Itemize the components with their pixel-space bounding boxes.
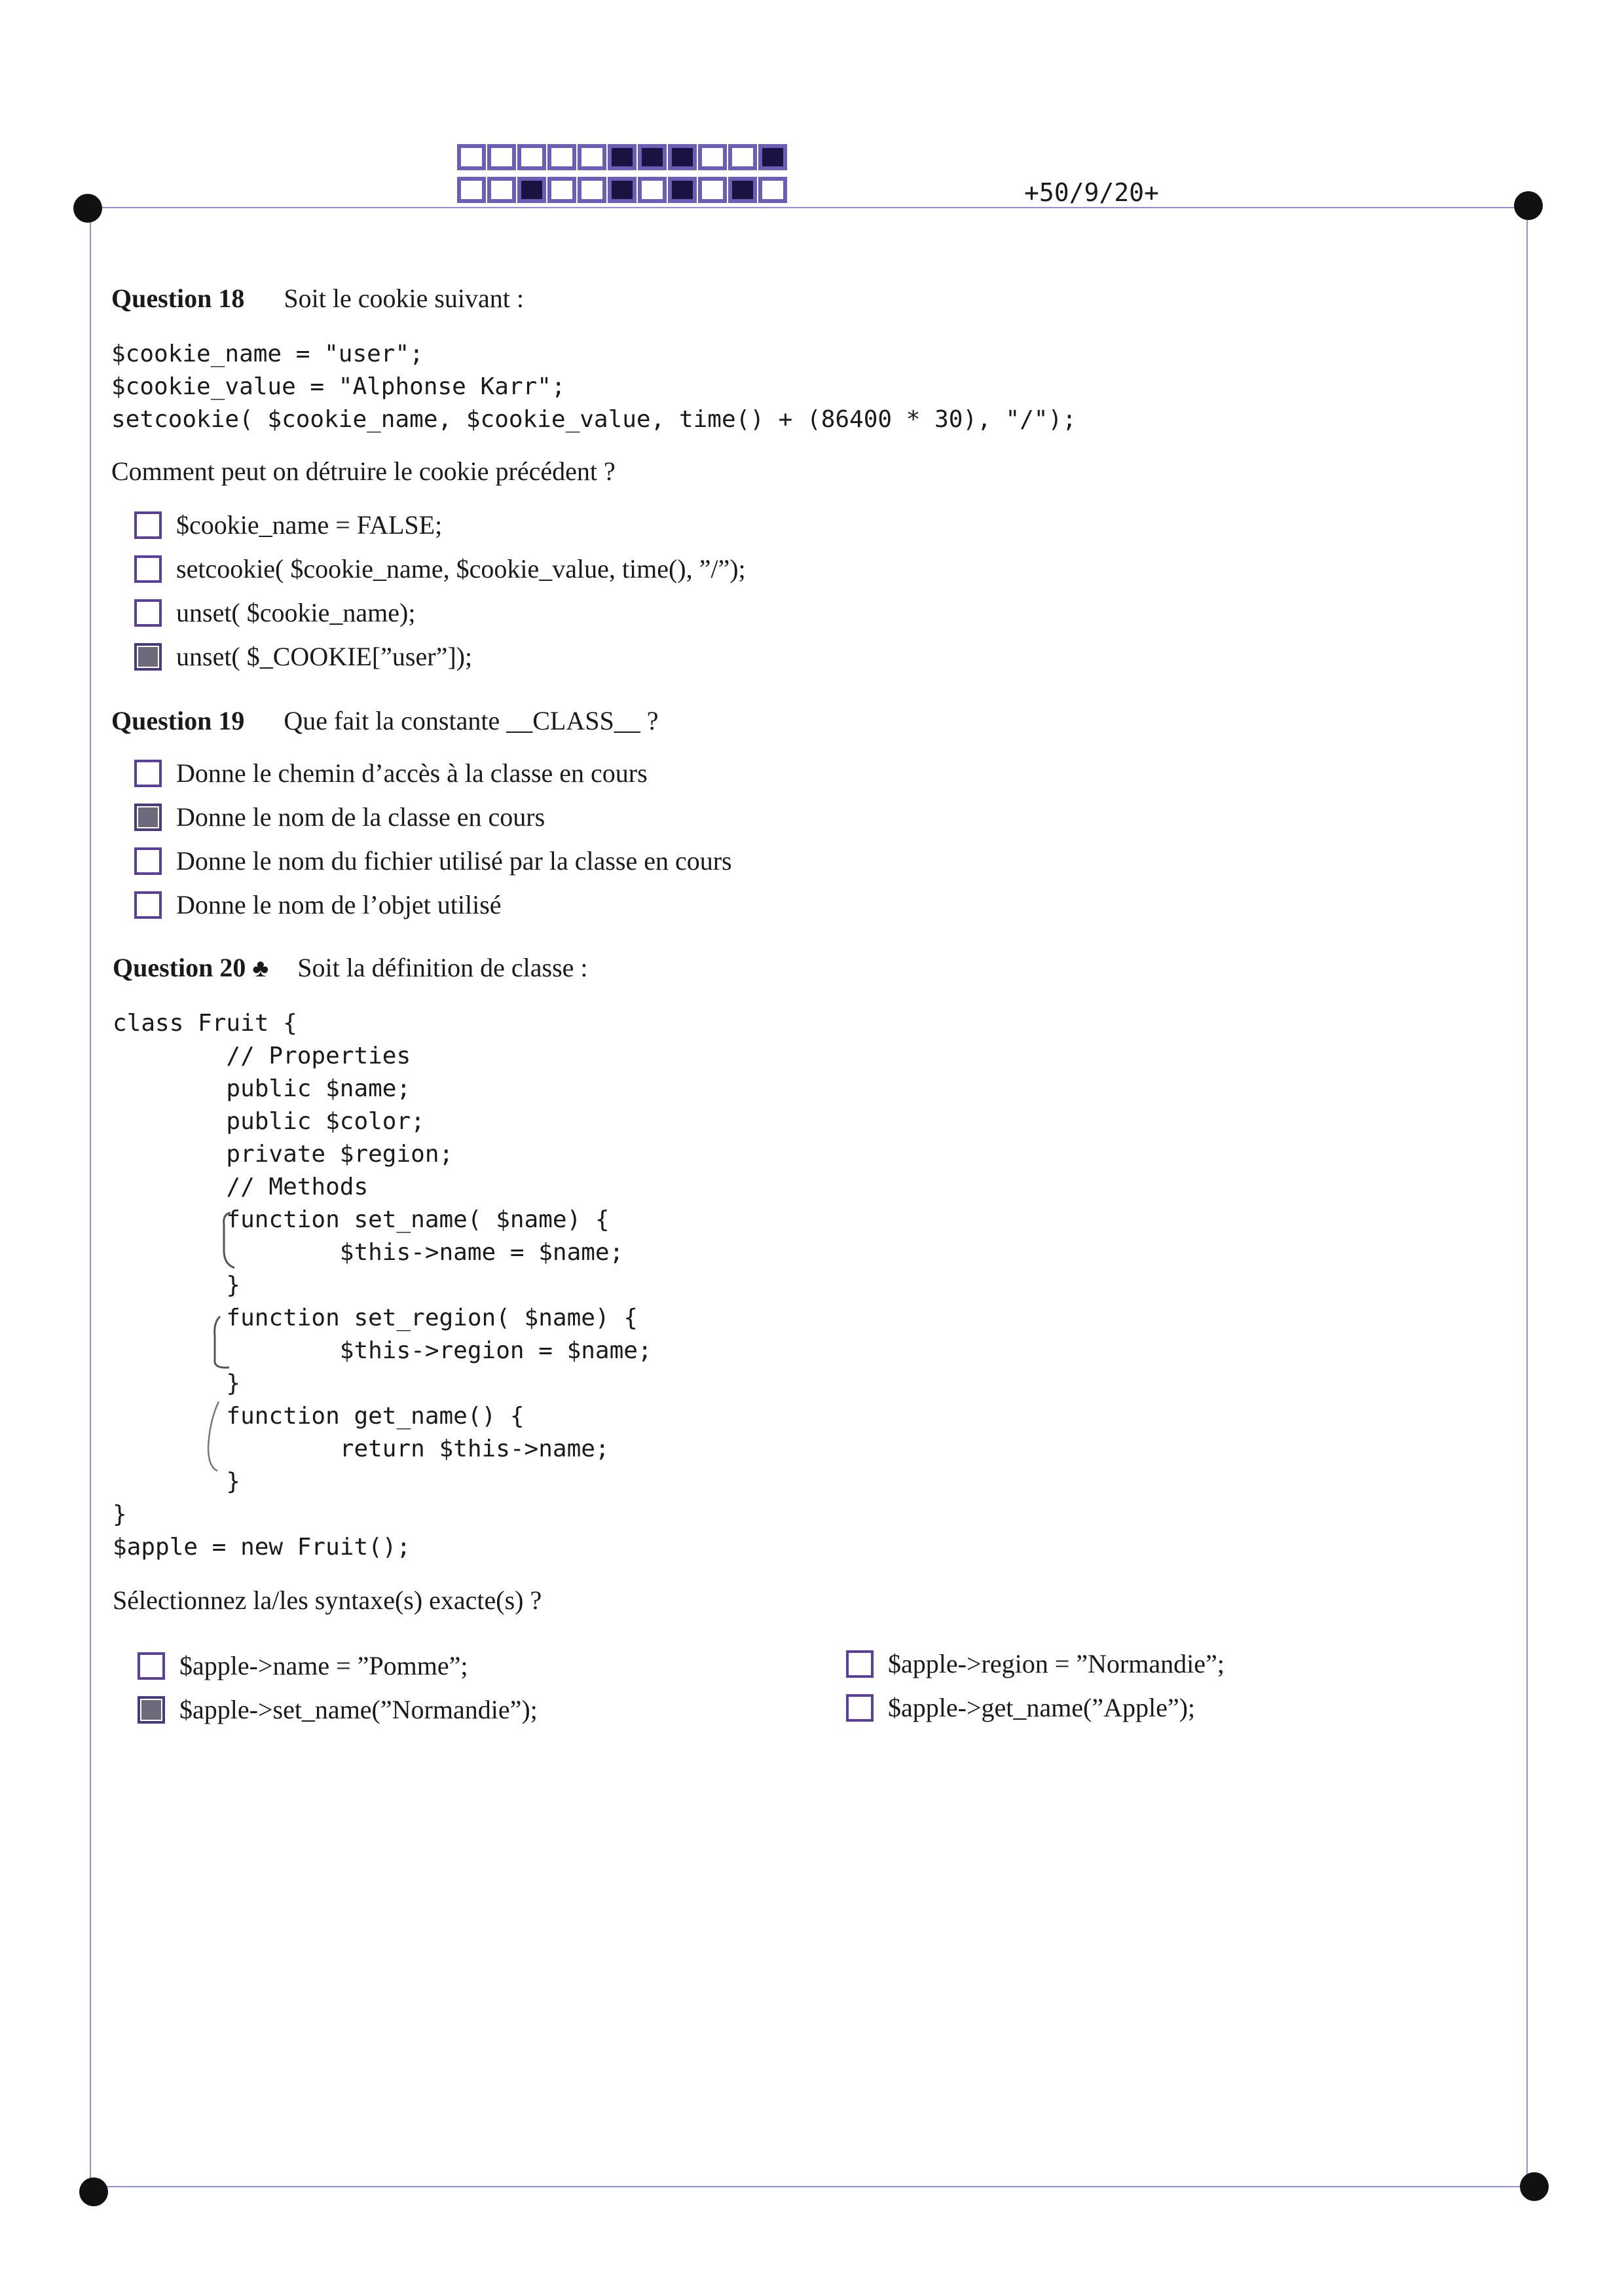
choice-label: Donne le nom de l’objet utilisé [176, 890, 502, 919]
q20-text: Soit la définition de classe : [297, 953, 588, 982]
q20-choice-4[interactable] [846, 1692, 1195, 1723]
checkbox[interactable] [134, 847, 162, 875]
checkbox[interactable] [134, 511, 162, 539]
barcode-cell-empty [549, 145, 575, 169]
barcode-cell-empty [579, 178, 605, 202]
checkbox-checked[interactable] [138, 1696, 165, 1724]
barcode-cell-filled [639, 145, 665, 169]
page-id: +50/9/20+ [1024, 178, 1159, 207]
barcode-row-1 [458, 145, 790, 169]
choice-label: $apple->name = ”Pomme”; [179, 1651, 468, 1680]
corner-mark-bottom-left [79, 2177, 108, 2206]
q19-title: Question 19 [111, 706, 245, 735]
choice-label: $apple->set_name(”Normandie”); [179, 1695, 538, 1724]
q19-choice-2[interactable] [134, 802, 545, 832]
club-icon: ♣ [252, 955, 269, 982]
checkbox[interactable] [134, 555, 162, 583]
checkbox[interactable] [846, 1694, 874, 1722]
barcode-cell-filled [760, 145, 786, 169]
choice-label: Donne le nom du fichier utilisé par la classe en cours [176, 846, 732, 876]
q18-code: $cookie_name = "user"; $cookie_value = "Alphonse Karr"; setcookie( $cookie_name, $cookie_value, time() + (86400 * 30), "/"); [111, 341, 1077, 433]
barcode-cell-empty [699, 145, 726, 169]
q20-choice-3[interactable] [846, 1648, 1225, 1679]
choice-label: Donne le chemin d’accès à la classe en cours [176, 758, 648, 788]
checkbox-checked[interactable] [134, 643, 162, 671]
choice-label: $apple->region = ”Normandie”; [888, 1649, 1225, 1678]
barcode-cell-empty [729, 145, 756, 169]
q18-prompt: Comment peut on détruire le cookie précédent ? [111, 456, 616, 486]
q20-prompt: Sélectionnez la/les syntaxe(s) exacte(s) ? [113, 1585, 542, 1615]
choice-label: $apple->get_name(”Apple”); [888, 1693, 1196, 1722]
barcode-cell-filled [669, 178, 695, 202]
q20-choice-1[interactable] [138, 1650, 468, 1681]
q19-choice-3[interactable] [134, 845, 732, 876]
pencil-marks [183, 1205, 262, 1480]
corner-mark-bottom-right [1520, 2172, 1549, 2201]
checkbox[interactable] [846, 1650, 874, 1678]
q19-header [111, 705, 658, 736]
choice-label: unset( $cookie_name); [176, 598, 416, 627]
corner-mark-top-right [1514, 191, 1543, 220]
barcode-row-2 [458, 178, 790, 202]
barcode-cell-filled [669, 145, 695, 169]
q20-code: class Fruit { // Properties public $name; public $color; private $region; // Methods function set_name( $name) { $this->name = $name; } function set_region( $name) { $this->region = $name; } function get_name() { return $this->name; } } $apple = new Fruit(); [113, 1010, 652, 1561]
q19-choice-1[interactable] [134, 758, 648, 788]
q18-choice-4[interactable] [134, 641, 472, 672]
q20-choice-2[interactable] [138, 1694, 538, 1725]
q20-header [113, 952, 588, 983]
choice-label: $cookie_name = FALSE; [176, 510, 443, 540]
barcode-cell-empty [549, 178, 575, 202]
barcode-cell-empty [579, 145, 605, 169]
q18-choice-1[interactable] [134, 509, 442, 540]
q20-title: Question 20 [113, 953, 246, 982]
barcode-cell-empty [489, 178, 515, 202]
q18-title: Question 18 [111, 284, 245, 313]
choice-label: unset( $_COOKIE[”user”]); [176, 642, 473, 671]
choice-label: setcookie( $cookie_name, $cookie_value, time(), ”/”); [176, 554, 746, 583]
barcode-cell-empty [760, 178, 786, 202]
barcode-cell-filled [519, 178, 545, 202]
q18-header [111, 283, 524, 314]
barcode-cell-filled [609, 145, 635, 169]
barcode-cell-empty [458, 178, 485, 202]
choice-label: Donne le nom de la classe en cours [176, 802, 545, 832]
q18-choice-2[interactable] [134, 553, 746, 584]
checkbox[interactable] [134, 891, 162, 919]
barcode-cell-empty [489, 145, 515, 169]
barcode-cell-empty [458, 145, 485, 169]
barcode-cell-empty [639, 178, 665, 202]
checkbox[interactable] [134, 599, 162, 627]
q19-choice-4[interactable] [134, 889, 502, 920]
q18-text: Soit le cookie suivant : [284, 284, 524, 313]
q19-text: Que fait la constante __CLASS__ ? [284, 706, 659, 735]
checkbox[interactable] [138, 1652, 165, 1680]
checkbox-checked[interactable] [134, 804, 162, 831]
checkbox[interactable] [134, 760, 162, 787]
barcode-cell-empty [519, 145, 545, 169]
barcode-cell-filled [609, 178, 635, 202]
barcode-cell-empty [699, 178, 726, 202]
q18-choice-3[interactable] [134, 597, 415, 628]
barcode-cell-filled [729, 178, 756, 202]
corner-mark-top-left [73, 194, 102, 223]
